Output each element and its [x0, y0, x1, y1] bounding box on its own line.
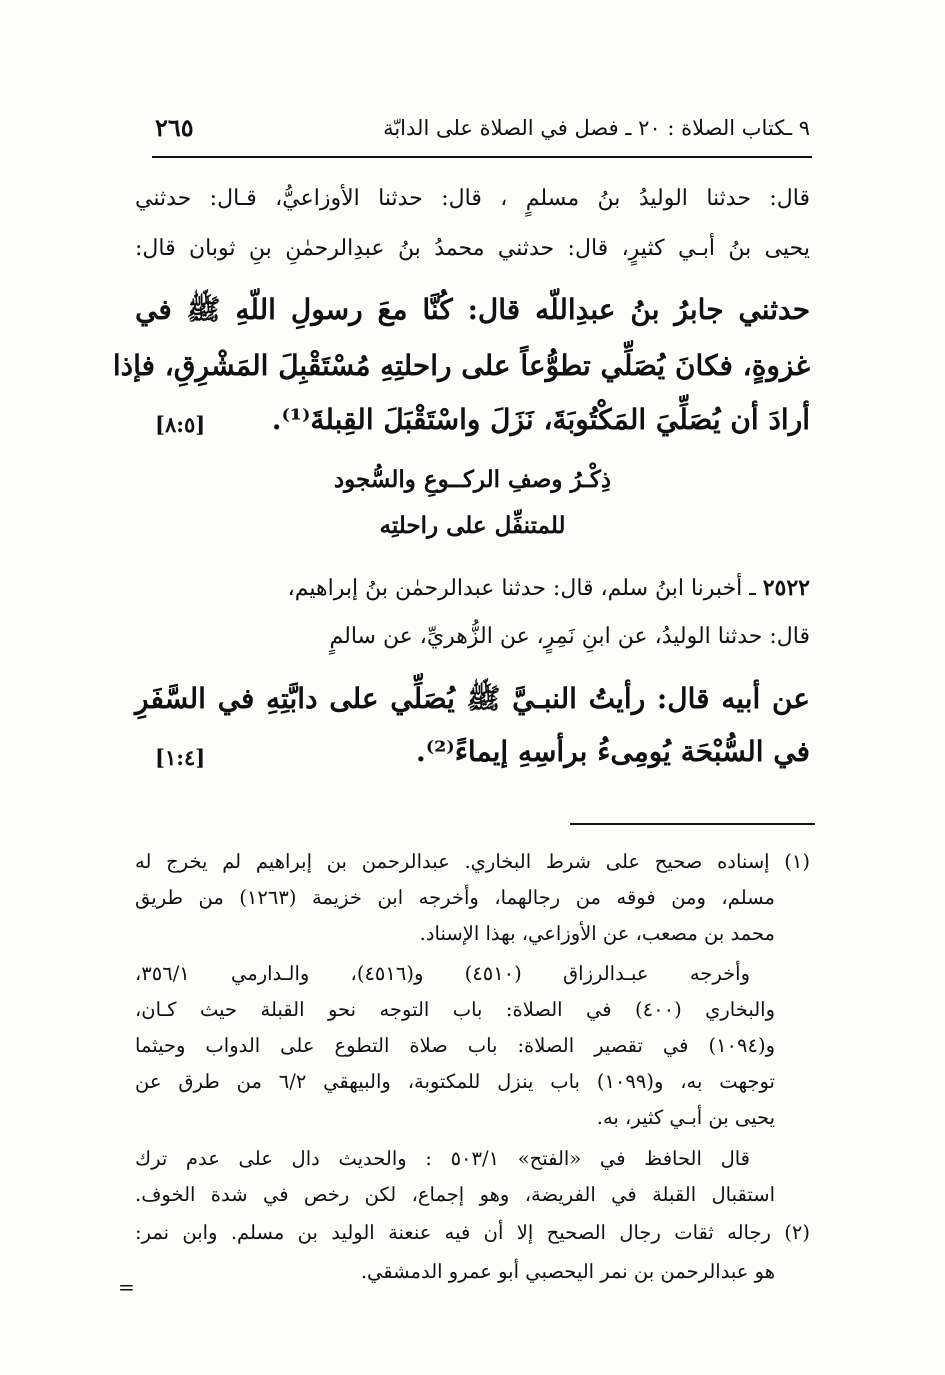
footnote-1-line-3: محمد بن مصعب، عن الأوزاعي، بهذا الإسناد.: [419, 922, 775, 945]
footnote-rule: [570, 823, 815, 825]
running-header-title: ٩ ـكتاب الصلاة : ٢٠ ـ فصل في الصلاة على الدابّة: [383, 116, 810, 140]
source-reference: [٨:٥]: [155, 412, 206, 437]
footnote-1-line-2: مسلم، ومن فوقه من رجالهما، وأخرجه ابن خزيمة (١٢٦٣) من طريق: [135, 886, 775, 909]
footnote-1-p2-line-3: و(١٠٩٤) في تقصير الصلاة: باب صلاة التطوع على الدواب وحيثما: [135, 1034, 775, 1057]
footnote-1-p3-line-2: استقبال القبلة في الفريضة، وهو إجماع، لكن رخص في شدة الخوف.: [135, 1183, 775, 1206]
continuation-mark: =: [118, 1275, 135, 1299]
source-reference: [١:٤]: [155, 745, 206, 770]
isnad-line-3: ـ أخبرنا ابنُ سلم، قال: حدثنا عبدالرحمٰن بنُ إبراهيم،: [287, 576, 756, 601]
footnote-1-p3-line-1: قال الحافظ في «الفتح» ٥٠٣/١ : والحديث دال على عدم ترك: [135, 1147, 750, 1170]
section-heading-line-1: ذِكْـرُ وصفِ الركــوعِ والسُّجود: [333, 466, 612, 493]
section-heading-line-2: للمتنفِّل على راحلتِه: [379, 512, 566, 539]
matn-line-5: في السُّبْحَة يُومِىءُ برأسِهِ إيماءً⁽²⁾.: [416, 735, 810, 768]
footnote-1-p2-line-4: توجهت به، و(١٠٩٩) باب ينزل للمكتوبة، والبيهقي ٦/٢ من طرق عن: [135, 1070, 775, 1093]
page-number: ٢٦٥: [155, 113, 194, 142]
footnote-1-line-1: (١) إسناده صحيح على شرط البخاري. عبدالرحمن بن إبراهيم لم يخرج له: [135, 850, 810, 873]
footnote-1-p2-line-5: يحيى بن أبـي كثير، به.: [596, 1106, 775, 1129]
footnote-2-line-1: (٢) رجاله ثقات رجال الصحيح إلا أن فيه عنعنة الوليد بن مسلم. وابن نمر:: [135, 1221, 810, 1244]
matn-line-1: حدثني جابرُ بنُ عبدِاللّه قال: كُنَّا معَ رسولِ اللّهِ ﷺ في: [135, 293, 810, 326]
matn-line-2: غزوةٍ، فكانَ يُصَلِّي تطوُّعاً على راحلتِهِ مُسْتَقْبِلَ المَشْرِقِ، فإذا: [112, 349, 810, 382]
isnad-line-2: يحيى بنُ أبـي كثيرٍ، قال: حدثني محمدُ بنُ عبدِالرحمٰنِ بنِ ثوبان قال:: [135, 236, 810, 261]
isnad-line-4: قال: حدثنا الوليدُ، عن ابنِ نَمِرٍ، عن الزُّهريِّ، عن سالمٍ: [329, 624, 810, 649]
footnote-1-p2-line-2: والبخاري (٤٠٠) في الصلاة: باب التوجه نحو القبلة حيث كـان،: [135, 998, 775, 1021]
header-rule: [152, 156, 812, 158]
hadith-number: ٢٥٢٢: [762, 575, 810, 601]
footnote-1-p2-line-1: وأخرجه عبـدالرزاق (٤٥١٠) و(٤٥١٦)، والـدارمي ٣٥٦/١،: [135, 962, 750, 985]
isnad-line-1: قال: حدثنا الوليدُ بنُ مسلمٍ ، قال: حدثنا الأوزاعيُّ، قـال: حدثني: [135, 186, 811, 211]
matn-line-3: أرادَ أن يُصَلِّيَ المَكْتُوبَةَ، نَزَلَ واسْتَقْبَلَ القِبلةَ⁽¹⁾.: [271, 403, 810, 436]
matn-line-4: عن أبيه قال: رأيتُ النبـيَّ ﷺ يُصَلِّي على دابَّتِهِ في السَّفَرِ: [135, 682, 810, 715]
hadith-number-line: [135, 575, 810, 601]
footnote-2-line-2: هو عبدالرحمن بن نمر اليحصبي أبو عمرو الدمشقي.: [360, 1260, 775, 1283]
